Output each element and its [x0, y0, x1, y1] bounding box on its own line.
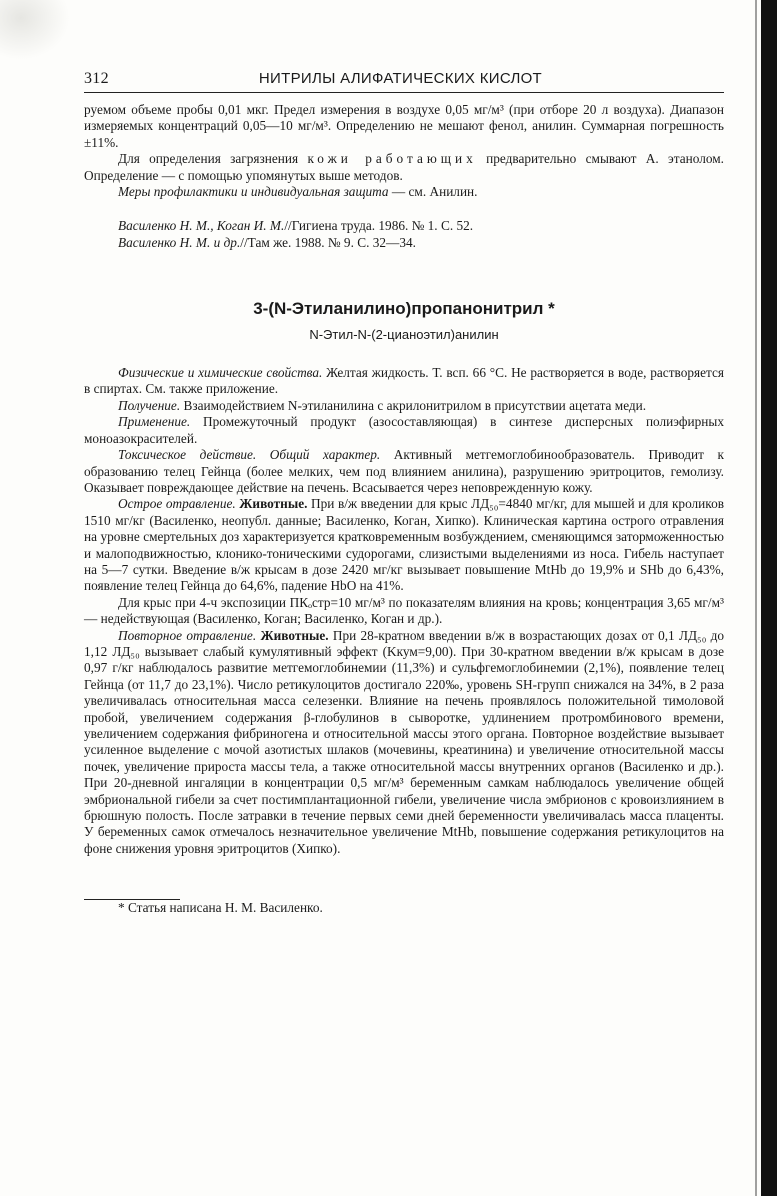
rep-label: Повторное отравление. — [118, 627, 257, 643]
section-repeated-poisoning — [84, 628, 724, 858]
footnote: * Статья написана Н. М. Василенко. — [118, 900, 323, 916]
running-title: НИТРИЛЫ АЛИФАТИЧЕСКИХ КИСЛОТ — [258, 70, 543, 87]
ref2-authors: Василенко Н. М. и др. — [118, 234, 241, 250]
prev-p2-start: Для определения загрязнения — [118, 151, 308, 167]
page-body — [84, 102, 724, 917]
prev-paragraph-1: руемом объеме пробы 0,01 мкг. Предел измерения в воздухе 0,05 мг/м³ (при отборе 20 л воздуха). Диапазон измеряемых концентраций 0,05—10 мг/м³. Определению не мешают фенол, анилин. Суммарная погрешность ±11%. — [84, 102, 724, 150]
page-number: 312 — [84, 70, 109, 87]
section-preparation — [84, 398, 724, 414]
prev-p2-end: предварительно смывают А. этанолом. Определение — с помощью упомянутых выше методов. — [84, 151, 724, 183]
ref1-text: //Гигиена труда. 1986. № 1. С. 52. — [284, 218, 474, 234]
reference-1 — [84, 218, 724, 234]
section-toxic-action — [84, 447, 724, 496]
prev-p2-spaced: кожи работающих — [307, 151, 477, 167]
book-page — [84, 70, 724, 917]
acute-text: При в/ж введении для крыс ЛД₅₀=4840 мг/кг, для мышей и для кроликов 1510 мг/кг (Василенко, неопубл. данные; Василенко, Коган, Хипко). Клиническая картина острого отравления на уровне смертельных доз характеризуется кратковременным возбуждением, сменяющимся заторможенностью и малоподвижностью, клонико-тоническими судорогами, слизистыми выделениями из носа. Гибель наступает на 5—7 сутки. Введение в/ж крысам в дозе 2420 мг/кг вызывает повышение MtHb до 19,9% и SHb до 6,43%, появление телец Гейнца до 64,6%, падение HbO на 41%. — [84, 496, 725, 594]
acute-label: Острое отравление. — [118, 496, 236, 512]
acute-animals-label: Животные. — [235, 496, 308, 512]
prev-paragraph-3 — [84, 184, 724, 200]
running-header — [84, 70, 724, 93]
scan-edge-shadow — [761, 0, 777, 1196]
section-inhalation: Для крыс при 4-ч экспозиции ПКₒстр=10 мг/м³ по показателям влияния на кровь; концентрация 3,65 мг/м³ — недействующая (Василенко, Коган; Василенко, Коган и др.). — [84, 594, 724, 627]
article-title: 3-(N-Этиланилино)пропанонитрил * — [253, 299, 555, 319]
ref1-authors: Василенко Н. М., Коган И. М. — [118, 218, 285, 234]
tox-text: Активный метгемоглобинообразователь. Приводит к образованию телец Гейнца (более мелких, чем под влиянием анилина), разрушению эритроцитов, гемолизу. Оказывает повреждающее действие на печень. Всасывается через неповрежденную кожу. — [84, 447, 724, 495]
scan-blemish — [0, 0, 70, 60]
use-text: Промежуточный продукт (азосоставляющая) в синтезе дисперсных полиэфирных моноазокрасителей. — [84, 414, 724, 446]
prev-p3-label: Меры профилактики и индивидуальная защита — [118, 184, 389, 200]
tox-label: Токсическое действие. Общий характер. — [118, 447, 381, 463]
section-physical-properties — [84, 365, 724, 398]
prev-paragraph-2 — [84, 151, 724, 184]
prev-p3-text: — см. Анилин. — [388, 184, 478, 200]
rep-animals-label: Животные. — [256, 627, 329, 643]
article-subtitle: N-Этил-N-(2-цианоэтил)анилин — [309, 326, 499, 342]
phys-text: Желтая жидкость. Т. всп. 66 °С. Не растворяется в воде, растворяется в спиртах. См. также приложение. — [84, 365, 724, 397]
section-application — [84, 414, 724, 447]
prep-text: Взаимодействием N-этиланилина с акрилонитрилом в присутствии ацетата меди. — [180, 397, 647, 413]
reference-2 — [84, 235, 724, 251]
use-label: Применение. — [118, 414, 191, 430]
section-acute-poisoning — [84, 496, 724, 594]
scan-edge-line — [755, 0, 757, 1196]
prep-label: Получение. — [118, 397, 181, 413]
rep-text: При 28-кратном введении в/ж в возрастающих дозах от 0,1 ЛД₅₀ до 1,12 ЛД₅₀ вызывает слабый кумулятивный эффект (Kкум=9,00). При 30-кратном введении в/ж крысам в дозе 0,97 г/кг наблюдалось развитие метгемоглобинемии (11,3%) и сульфгемоглобинемии (2,1%), появление телец Гейнца (от 11,7 до 23,1%). Число ретикулоцитов достигало 220‰, уровень SH-групп снижался на 34%, в 2 раза увеличивалась относительная масса селезенки. Влияние на печень проявлялось положительной тимоловой пробой, увеличением содержания β-глобулинов в сыворотке, удлинением протромбинового времени, увеличением содержания фибриногена и относительной массы этого органа. Повторное воздействие вызывает усиленное выделение с мочой азотистых шлаков (мочевины, креатинина) и увеличение относительной массы почек, увеличение прироста массы тела, а также относительной массы внутренних органов (Василенко и др.). При 20-дневной ингаляции в концентрации 0,5 мг/м³ беременным самкам наблюдалось увеличение общей эмбриональной гибели за счет постимплантационной гибели, увеличение числа эмбрионов с кровоизлиянием в брюшную полость. После затравки в течение первых семи дней беременности увеличивалась масса плаценты. У беременных самок отмечалось незначительное увеличение MtHb, повышение содержания ретикулоцитов на фоне снижения уровня эритроцитов (Хипко). — [84, 627, 725, 856]
phys-label: Физические и химические свойства. — [118, 365, 323, 381]
ref2-text: //Там же. 1988. № 9. С. 32—34. — [240, 234, 416, 250]
